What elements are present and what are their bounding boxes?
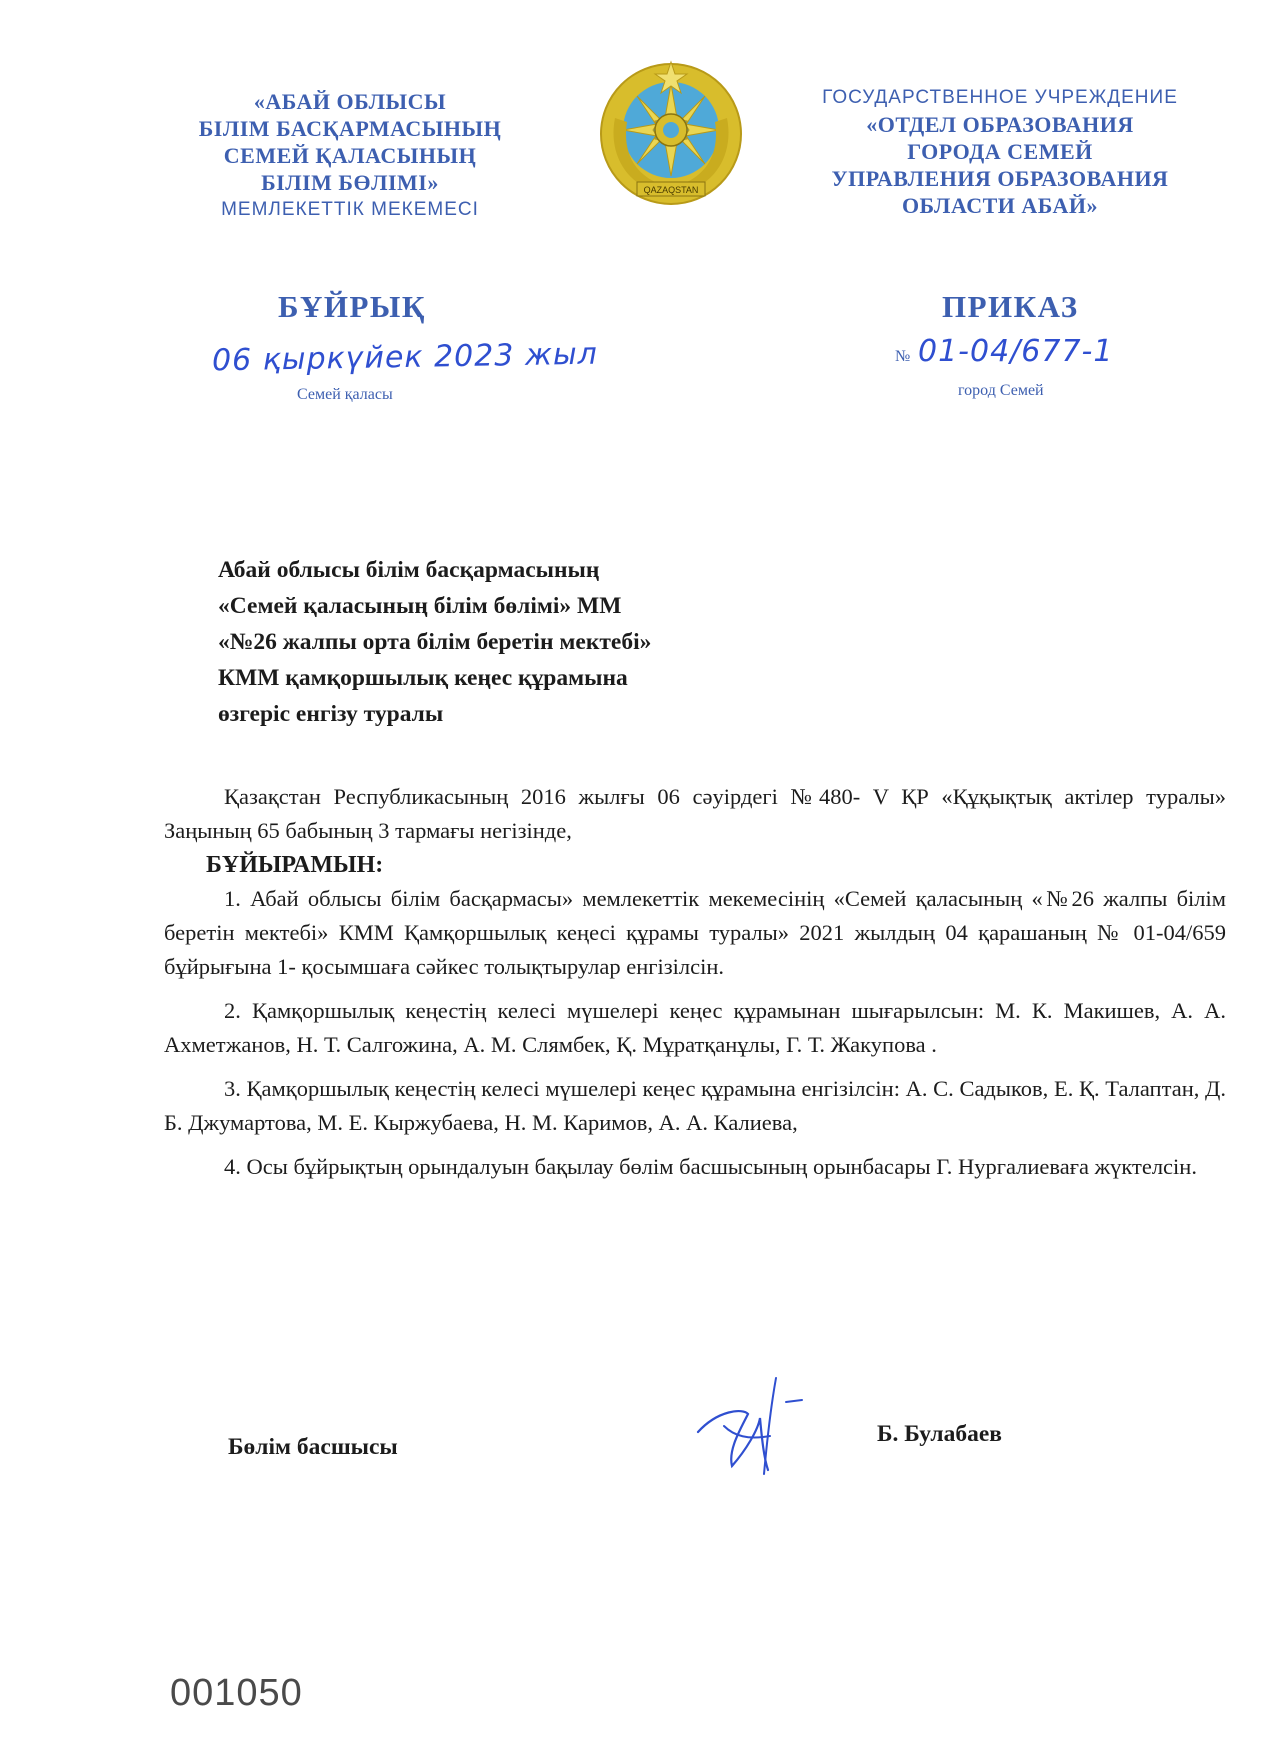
command-heading: БҰЙЫРАМЫН: [206,852,384,878]
header-kz-line: БІЛІМ БӨЛІМІ» [261,170,439,195]
header-russian [790,84,1210,219]
header-ru-line: ОБЛАСТИ АБАЙ» [901,193,1099,218]
subject-line: «№26 жалпы орта білім беретін мектебі» [218,629,652,655]
subject-line: «Семей қаласының білім бөлімі» ММ [218,593,622,619]
header-kz-line: «АБАЙ ОБЛЫСЫ [253,89,447,114]
subject-line: Абай облысы білім басқармасының [218,557,600,583]
subject-line: өзгеріс енгізу туралы [218,701,444,727]
preamble: Қазақстан Республикасының 2016 жылғы 06 сәуірдегі №480- V ҚР «Құқықтық актілер туралы» Заңының 65 бабының 3 тармағы негізінде, [164,784,1226,843]
city-kz: Семей қаласы [297,386,393,403]
header-kz-line: СЕМЕЙ ҚАЛАСЫНЫҢ [223,143,477,168]
order-title-kz: БҰЙРЫҚ [278,289,426,324]
header-kazakh [165,88,535,223]
emblem-text: QAZAQSTAN [643,185,699,195]
header-kz-line: БІЛІМ БАСҚАРМАСЫНЫҢ [198,116,502,141]
order-item: 4. Осы бұйрықтың орындалуын бақылау бөлім басшысының орынбасары Г. Нургалиеваға жүктелсін. [224,1154,1197,1179]
header-ru-line: «ОТДЕЛ ОБРАЗОВАНИЯ [866,112,1134,137]
order-item: 2. Қамқоршылық кеңестің келесі мүшелері кеңес құрамынан шығарылсын: М. К. Макишев, А. А. Ахметжанов, Н. Т. Салгожина, А. М. Слямбек, Қ. Мұратқанұлы, Г. Т. Жакупова . [164,998,1226,1057]
order-item: 1. Абай облысы білім басқармасы» мемлекеттік мекемесінің «Семей қаласының «№26 жалпы білім беретін мектебі» КММ Қамқоршылық кеңесі құрамы туралы» 2021 жылдың 04 қарашаның № 01-04/659 бұйрығына 1- қосымшаға сәйкес толықтырулар енгізілсін. [164,886,1226,979]
header-ru-type: ГОСУДАРСТВЕННОЕ УЧРЕЖДЕНИЕ [822,87,1178,108]
signatory-name: Б. Булабаев [877,1421,1002,1447]
state-emblem-icon [595,58,747,210]
order-title-ru: ПРИКАЗ [942,289,1079,324]
serial-number: 001050 [170,1672,303,1714]
signatory-position: Бөлім басшысы [228,1434,398,1460]
order-number: 01-04/677-1 [918,334,1114,369]
order-date: 06 қыркүйек 2023 жыл [211,336,599,379]
subject-line: КММ қамқоршылық кеңес құрамына [218,665,628,691]
header-kz-type: МЕМЛЕКЕТТІК МЕКЕМЕСІ [221,199,479,220]
order-number-label: № [895,348,911,365]
order-subject [218,552,758,732]
handwritten-signature [688,1370,808,1480]
city-ru: город Семей [958,382,1044,399]
header-ru-line: УПРАВЛЕНИЯ ОБРАЗОВАНИЯ [831,166,1169,191]
order-body [164,780,1226,1184]
order-item: 3. Қамқоршылық кеңестің келесі мүшелері кеңес құрамына енгізілсін: А. С. Садыков, Е. Қ. Талаптан, Д. Б. Джумартова, М. Е. Кыржубаева, Н. М. Каримов, А. А. Калиева, [164,1076,1226,1135]
header-ru-line: ГОРОДА СЕМЕЙ [907,139,1093,164]
